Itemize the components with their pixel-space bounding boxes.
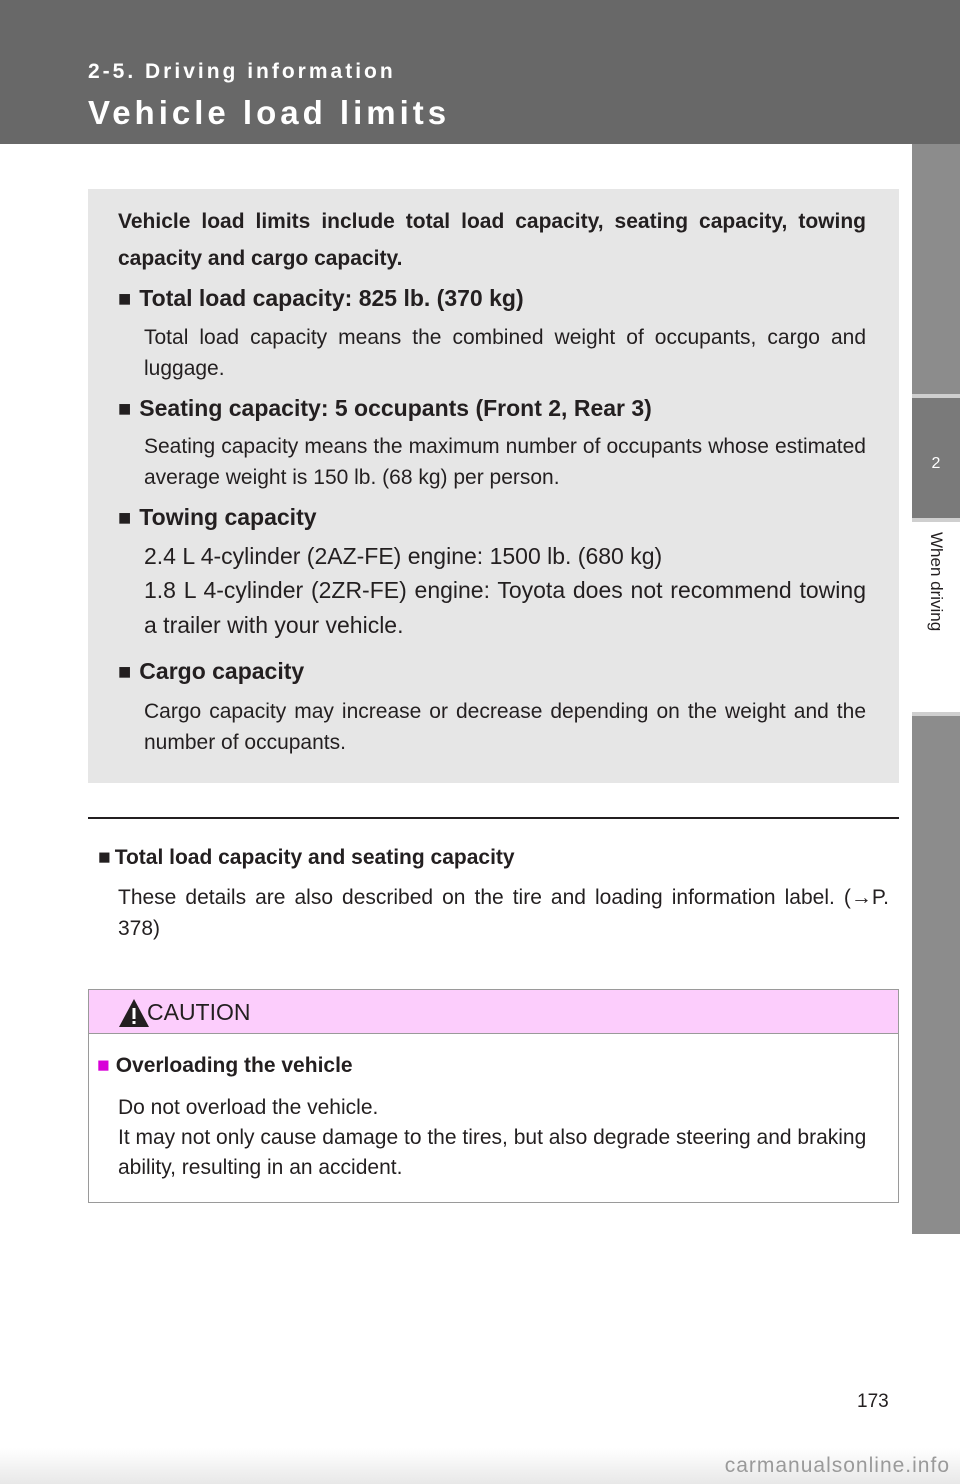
caution-title: CAUTION	[147, 999, 251, 1025]
summary-box	[88, 189, 899, 783]
chapter-number: 2	[931, 455, 941, 472]
caution-box	[88, 989, 899, 1203]
side-tab-segment	[912, 144, 960, 394]
warning-triangle-icon	[117, 997, 151, 1029]
square-bullet-icon: ■	[98, 846, 111, 869]
caution-line: Do not overload the vehicle.	[118, 1096, 379, 1119]
side-tab-segment	[912, 716, 960, 1234]
square-bullet-icon: ■	[97, 1054, 110, 1077]
watermark-text[interactable]: carmanualsonline.info	[724, 1454, 950, 1477]
item-heading: ■ Cargo capacity	[118, 658, 305, 684]
item-body: 1.8 L 4-cylinder (2ZR-FE) engine: Toyota does not recommend towing a trailer with your vehicle.	[144, 577, 866, 638]
square-bullet-icon: ■	[118, 286, 132, 311]
item-heading: ■ Seating capacity: 5 occupants (Front 2, Rear 3)	[118, 395, 652, 421]
divider	[88, 817, 899, 819]
caution-header	[89, 990, 898, 1034]
watermark-bar	[0, 1448, 960, 1484]
page-title: Vehicle load limits	[88, 94, 451, 131]
item-heading: ■ Towing capacity	[118, 504, 317, 530]
item-body: Seating capacity means the maximum number of occupants whose estimated average weight is 150 lb. (68 kg) per person.	[144, 435, 866, 489]
page-header	[0, 0, 960, 144]
note-heading: ■ Total load capacity and seating capacity	[98, 846, 515, 869]
caution-heading: ■ Overloading the vehicle	[97, 1054, 353, 1077]
square-bullet-icon: ■	[118, 396, 132, 421]
item-body: Cargo capacity may increase or decrease depending on the weight and the number of occupants.	[144, 700, 866, 754]
item-body: 2.4 L 4-cylinder (2AZ-FE) engine: 1500 lb. (680 kg)	[144, 543, 663, 569]
item-body: Total load capacity means the combined weight of occupants, cargo and luggage.	[144, 326, 866, 380]
caution-line: It may not only cause damage to the tires, but also degrade steering and braking ability, resulting in an accident.	[118, 1126, 867, 1179]
square-bullet-icon: ■	[118, 659, 132, 684]
chapter-label: When driving	[927, 532, 946, 632]
note-body: These details are also described on the tire and loading information label. (→P. 378)	[118, 886, 889, 940]
square-bullet-icon: ■	[118, 505, 132, 530]
caution-body	[118, 1093, 894, 1183]
section-label: 2-5. Driving information	[88, 60, 396, 83]
summary-intro: Vehicle load limits include total load capacity, seating capacity, towing capacity and cargo capacity.	[118, 210, 866, 270]
page-number: 173	[857, 1391, 889, 1412]
item-heading: ■ Total load capacity: 825 lb. (370 kg)	[118, 285, 524, 311]
